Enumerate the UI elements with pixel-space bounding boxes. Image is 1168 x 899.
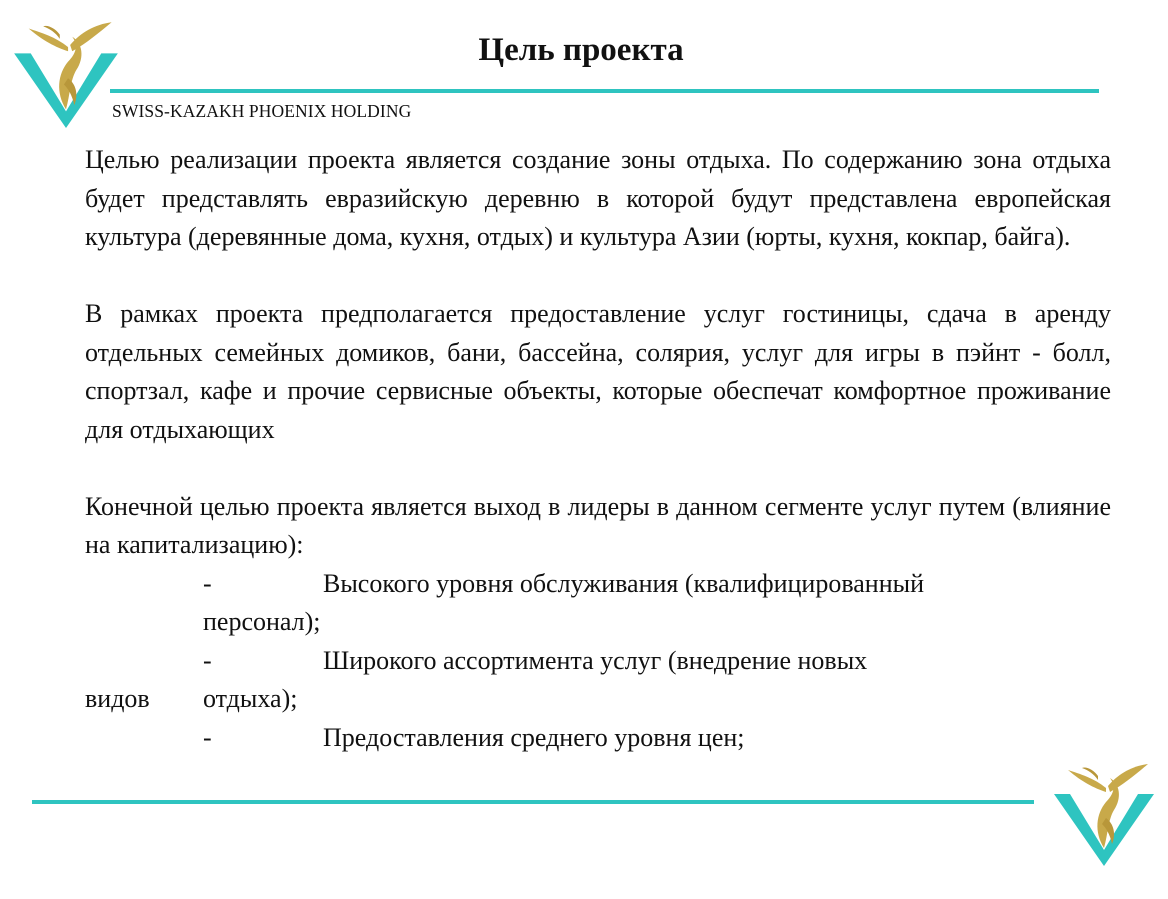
footer-divider [32, 800, 1034, 804]
company-logo [1054, 758, 1154, 866]
bullet-continuation-lead: видов [85, 684, 150, 713]
bullet-continuation-text: отдыха); [203, 684, 298, 713]
company-logo [14, 16, 118, 128]
bullet-continuation [85, 680, 1111, 719]
paragraph-spacer [85, 257, 1111, 296]
phoenix-v-icon [1054, 758, 1154, 866]
bullet-text: Высокого уровня обслуживания (квалифицированный [323, 568, 925, 598]
phoenix-v-icon [14, 16, 118, 128]
page-title: Цель проекта [478, 32, 684, 68]
bullet-text: Широкого ассортимента услуг (внедрение новых [323, 645, 868, 675]
paragraph-final-goal: Конечной целью проекта является выход в лидеры в данном сегменте услуг путем (влияние на капитализацию): [85, 491, 1111, 559]
bullet-dash: - [203, 645, 212, 675]
bullet-item [85, 565, 1111, 604]
bullet-item [85, 719, 1111, 758]
bullet-dash: - [203, 722, 212, 752]
paragraph-spacer [85, 449, 1111, 488]
bullet-dash: - [203, 568, 212, 598]
company-name: SWISS-KAZAKH PHOENIX HOLDING [112, 101, 412, 121]
bullet-continuation-text: персонал); [203, 607, 321, 636]
slide-body [85, 141, 1111, 757]
bullet-continuation [85, 603, 1111, 642]
paragraph-services: В рамках проекта предполагается предоставление услуг гостиницы, сдача в аренду отдельных семейных домиков, бани, бассейна, солярия, услуг для игры в пэйнт - болл, спортзал, кафе и прочие сервисные объекты, которые обеспечат комфортное проживание для отдыхающих [85, 299, 1111, 444]
bullet-text: Предоставления среднего уровня цен; [323, 722, 745, 752]
header-divider [110, 89, 1099, 93]
paragraph-goal: Целью реализации проекта является создание зоны отдыха. По содержанию зона отдыха будет представлять евразийскую деревню в которой будут представлена европейская культура (деревянные дома, кухня, отдых) и культура Азии (юрты, кухня, кокпар, байга). [85, 145, 1111, 251]
bullet-item [85, 642, 1111, 681]
